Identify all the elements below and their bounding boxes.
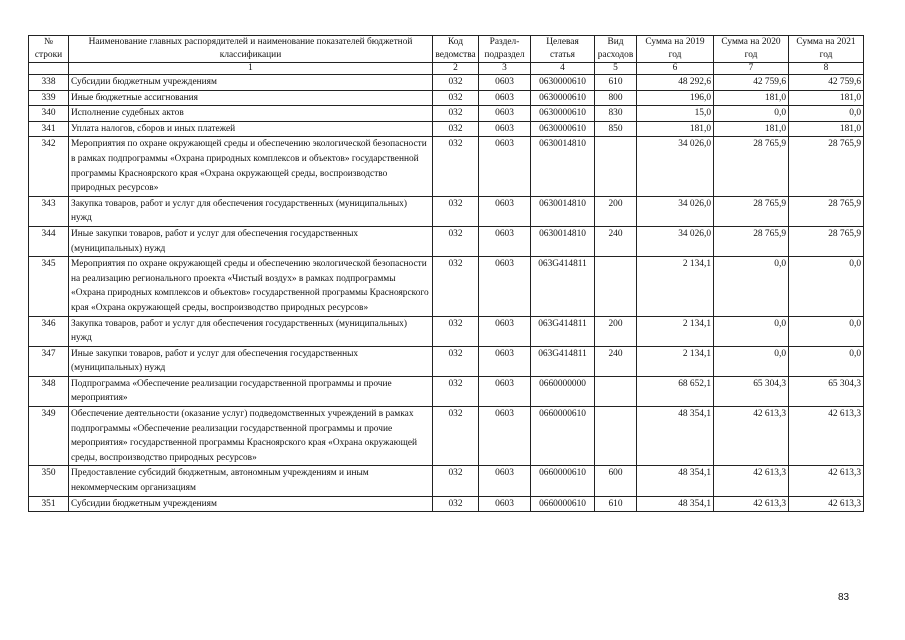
row-name-cell: Мероприятия по охране окружающей среды и обеспечению экологической безопасности в рамках подпрограммы «Охрана природных комплексов и объектов» государственной программы Красноярского края «Охрана окружающей среды, воспроизводство природных ресурсов»	[69, 137, 433, 196]
row-sum-2019-cell: 34 026,0	[637, 196, 714, 226]
row-target-cell: 0630000610	[531, 106, 595, 122]
row-sum-2020-cell: 28 765,9	[714, 137, 789, 196]
header-sum-2021: Сумма на 2021 год	[789, 36, 864, 63]
row-number-cell: 338	[29, 75, 69, 91]
row-type-cell	[595, 257, 637, 316]
row-section-cell: 0603	[479, 466, 531, 496]
row-target-cell: 0660000610	[531, 496, 595, 512]
row-type-cell: 800	[595, 90, 637, 106]
row-code-cell: 032	[433, 137, 479, 196]
row-number-cell: 339	[29, 90, 69, 106]
row-sum-2019-cell: 34 026,0	[637, 226, 714, 256]
row-sum-2019-cell: 2 134,1	[637, 346, 714, 376]
row-name-cell: Иные закупки товаров, работ и услуг для обеспечения государственных (муниципальных) нужд	[69, 346, 433, 376]
table-body	[29, 75, 864, 512]
row-sum-2021-cell: 0,0	[789, 257, 864, 316]
row-sum-2019-cell: 48 354,1	[637, 496, 714, 512]
row-section-cell: 0603	[479, 75, 531, 91]
column-number: 6	[637, 63, 714, 75]
row-number-cell: 341	[29, 121, 69, 137]
row-sum-2021-cell: 28 765,9	[789, 226, 864, 256]
column-number: 5	[595, 63, 637, 75]
row-section-cell: 0603	[479, 376, 531, 406]
table-header	[29, 36, 864, 75]
row-sum-2020-cell: 181,0	[714, 121, 789, 137]
column-number: 3	[479, 63, 531, 75]
row-sum-2021-cell: 42 759,6	[789, 75, 864, 91]
row-sum-2019-cell: 68 652,1	[637, 376, 714, 406]
row-type-cell	[595, 376, 637, 406]
row-number-cell: 348	[29, 376, 69, 406]
row-sum-2021-cell: 42 613,3	[789, 466, 864, 496]
row-section-cell: 0603	[479, 346, 531, 376]
table-row	[29, 106, 864, 122]
row-sum-2020-cell: 0,0	[714, 346, 789, 376]
column-number: 8	[789, 63, 864, 75]
row-name-cell: Закупка товаров, работ и услуг для обеспечения государственных (муниципальных) нужд	[69, 196, 433, 226]
table-row	[29, 75, 864, 91]
header-sum-2020: Сумма на 2020 год	[714, 36, 789, 63]
header-expense-type: Вид расходов	[595, 36, 637, 63]
row-sum-2021-cell: 0,0	[789, 106, 864, 122]
row-code-cell: 032	[433, 106, 479, 122]
row-type-cell: 240	[595, 346, 637, 376]
row-sum-2019-cell: 48 292,6	[637, 75, 714, 91]
row-sum-2019-cell: 48 354,1	[637, 466, 714, 496]
row-section-cell: 0603	[479, 106, 531, 122]
row-sum-2021-cell: 28 765,9	[789, 196, 864, 226]
row-name-cell: Мероприятия по охране окружающей среды и обеспечению экологической безопасности на реализацию регионального проекта «Чистый воздух» в рамках подпрограммы «Охрана природных комплексов и объектов» государственной программы Красноярского края «Охрана окружающей среды, воспроизводство природных ресурсов»	[69, 257, 433, 316]
row-number-cell: 344	[29, 226, 69, 256]
row-target-cell: 0630000610	[531, 75, 595, 91]
row-name-cell: Подпрограмма «Обеспечение реализации государственной программы и прочие мероприятия»	[69, 376, 433, 406]
row-sum-2019-cell: 196,0	[637, 90, 714, 106]
row-code-cell: 032	[433, 346, 479, 376]
row-target-cell: 0630014810	[531, 137, 595, 196]
table-row	[29, 257, 864, 316]
row-section-cell: 0603	[479, 496, 531, 512]
header-target: Целевая статья	[531, 36, 595, 63]
row-sum-2019-cell: 181,0	[637, 121, 714, 137]
row-code-cell: 032	[433, 121, 479, 137]
row-sum-2020-cell: 181,0	[714, 90, 789, 106]
row-sum-2020-cell: 0,0	[714, 106, 789, 122]
column-number: 1	[69, 63, 433, 75]
table-row	[29, 316, 864, 346]
table-row	[29, 376, 864, 406]
row-code-cell: 032	[433, 376, 479, 406]
row-section-cell: 0603	[479, 90, 531, 106]
row-name-cell: Субсидии бюджетным учреждениям	[69, 496, 433, 512]
row-number-cell: 346	[29, 316, 69, 346]
row-number-cell: 345	[29, 257, 69, 316]
row-number-cell: 342	[29, 137, 69, 196]
row-sum-2021-cell: 42 613,3	[789, 407, 864, 466]
row-sum-2020-cell: 42 759,6	[714, 75, 789, 91]
row-target-cell: 0630000610	[531, 121, 595, 137]
row-type-cell	[595, 407, 637, 466]
row-code-cell: 032	[433, 257, 479, 316]
row-type-cell: 610	[595, 75, 637, 91]
row-section-cell: 0603	[479, 196, 531, 226]
row-type-cell: 240	[595, 226, 637, 256]
row-sum-2020-cell: 0,0	[714, 316, 789, 346]
column-number: 4	[531, 63, 595, 75]
row-sum-2020-cell: 42 613,3	[714, 466, 789, 496]
row-name-cell: Субсидии бюджетным учреждениям	[69, 75, 433, 91]
row-target-cell: 063G414811	[531, 346, 595, 376]
row-number-cell: 343	[29, 196, 69, 226]
row-sum-2021-cell: 181,0	[789, 121, 864, 137]
header-sum-2019: Сумма на 2019 год	[637, 36, 714, 63]
header-name: Наименование главных распорядителей и наименование показателей бюджетной классификации	[69, 36, 433, 63]
row-type-cell	[595, 137, 637, 196]
row-name-cell: Иные бюджетные ассигнования	[69, 90, 433, 106]
column-number: 2	[433, 63, 479, 75]
row-target-cell: 0660000000	[531, 376, 595, 406]
row-code-cell: 032	[433, 407, 479, 466]
budget-table	[28, 35, 864, 512]
row-section-cell: 0603	[479, 137, 531, 196]
row-sum-2021-cell: 65 304,3	[789, 376, 864, 406]
column-number	[29, 63, 69, 75]
row-target-cell: 063G414811	[531, 257, 595, 316]
row-sum-2019-cell: 2 134,1	[637, 316, 714, 346]
row-name-cell: Закупка товаров, работ и услуг для обеспечения государственных (муниципальных) нужд	[69, 316, 433, 346]
row-sum-2021-cell: 181,0	[789, 90, 864, 106]
row-sum-2019-cell: 15,0	[637, 106, 714, 122]
row-code-cell: 032	[433, 90, 479, 106]
table-row	[29, 466, 864, 496]
header-code: Код ведомства	[433, 36, 479, 63]
row-number-cell: 349	[29, 407, 69, 466]
row-section-cell: 0603	[479, 407, 531, 466]
row-sum-2020-cell: 28 765,9	[714, 226, 789, 256]
table-row	[29, 407, 864, 466]
row-sum-2019-cell: 48 354,1	[637, 407, 714, 466]
row-code-cell: 032	[433, 196, 479, 226]
row-section-cell: 0603	[479, 121, 531, 137]
header-section: Раздел-подраздел	[479, 36, 531, 63]
row-target-cell: 0660000610	[531, 407, 595, 466]
row-sum-2020-cell: 42 613,3	[714, 407, 789, 466]
row-sum-2020-cell: 0,0	[714, 257, 789, 316]
page-number: 83	[838, 592, 850, 603]
row-target-cell: 0660000610	[531, 466, 595, 496]
row-type-cell: 200	[595, 196, 637, 226]
row-sum-2019-cell: 34 026,0	[637, 137, 714, 196]
row-number-cell: 347	[29, 346, 69, 376]
row-code-cell: 032	[433, 226, 479, 256]
row-name-cell: Уплата налогов, сборов и иных платежей	[69, 121, 433, 137]
row-target-cell: 0630014810	[531, 196, 595, 226]
row-number-cell: 340	[29, 106, 69, 122]
table-row	[29, 196, 864, 226]
column-number: 7	[714, 63, 789, 75]
row-sum-2021-cell: 0,0	[789, 346, 864, 376]
row-code-cell: 032	[433, 496, 479, 512]
row-code-cell: 032	[433, 316, 479, 346]
row-type-cell: 610	[595, 496, 637, 512]
row-number-cell: 350	[29, 466, 69, 496]
row-sum-2021-cell: 0,0	[789, 316, 864, 346]
header-row	[29, 36, 864, 63]
column-number-row	[29, 63, 864, 75]
row-name-cell: Иные закупки товаров, работ и услуг для обеспечения государственных (муниципальных) нужд	[69, 226, 433, 256]
row-sum-2019-cell: 2 134,1	[637, 257, 714, 316]
row-sum-2020-cell: 42 613,3	[714, 496, 789, 512]
table-row	[29, 137, 864, 196]
header-row-number: № строки	[29, 36, 69, 63]
row-section-cell: 0603	[479, 316, 531, 346]
row-number-cell: 351	[29, 496, 69, 512]
row-section-cell: 0603	[479, 257, 531, 316]
row-section-cell: 0603	[479, 226, 531, 256]
table-row	[29, 226, 864, 256]
row-sum-2020-cell: 28 765,9	[714, 196, 789, 226]
row-name-cell: Предоставление субсидий бюджетным, автономным учреждениям и иным некоммерческим организациям	[69, 466, 433, 496]
table-row	[29, 90, 864, 106]
row-name-cell: Обеспечение деятельности (оказание услуг) подведомственных учреждений в рамках подпрограммы «Обеспечение реализации государственной программы и прочие мероприятия» государственной программы Красноярского края «Охрана окружающей среды, воспроизводство природных ресурсов»	[69, 407, 433, 466]
row-type-cell: 850	[595, 121, 637, 137]
table-row	[29, 346, 864, 376]
table-row	[29, 496, 864, 512]
row-sum-2021-cell: 28 765,9	[789, 137, 864, 196]
row-type-cell: 600	[595, 466, 637, 496]
row-target-cell: 0630000610	[531, 90, 595, 106]
row-target-cell: 063G414811	[531, 316, 595, 346]
table-row	[29, 121, 864, 137]
row-code-cell: 032	[433, 75, 479, 91]
row-sum-2021-cell: 42 613,3	[789, 496, 864, 512]
row-type-cell: 200	[595, 316, 637, 346]
row-code-cell: 032	[433, 466, 479, 496]
row-sum-2020-cell: 65 304,3	[714, 376, 789, 406]
row-type-cell: 830	[595, 106, 637, 122]
row-target-cell: 0630014810	[531, 226, 595, 256]
row-name-cell: Исполнение судебных актов	[69, 106, 433, 122]
